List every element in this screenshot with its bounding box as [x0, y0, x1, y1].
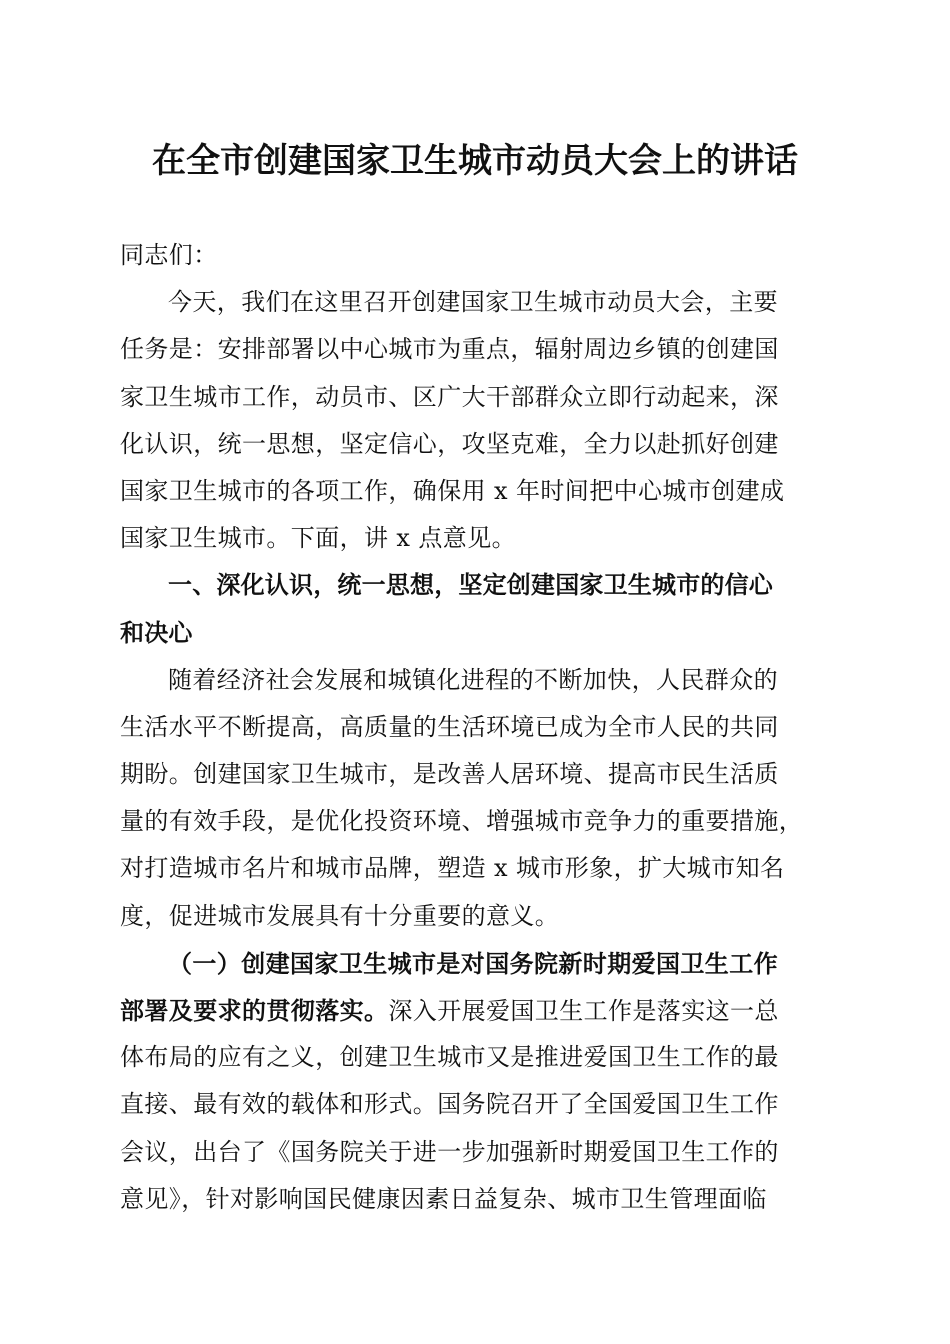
paragraph-1: [120, 279, 826, 562]
paragraph-line: 对打造城市名片和城市品牌，塑造 x 城市形象，扩大城市知名: [120, 854, 785, 883]
paragraph-line: 国家卫生城市。下面，讲 x 点意见。: [120, 524, 516, 553]
section-heading-line: 一、深化认识，统一思想，坚定创建国家卫生城市的信心: [168, 571, 773, 600]
paragraph-line: 期盼。创建国家卫生城市，是改善人居环境、提高市民生活质: [120, 760, 779, 789]
paragraph-line: 随着经济社会发展和城镇化进程的不断加快，人民群众的: [168, 665, 778, 694]
subsection-heading-tail: 部署及要求的贯彻落实。: [120, 996, 389, 1025]
paragraph-line: 任务是：安排部署以中心城市为重点，辐射周边乡镇的创建国: [120, 335, 779, 364]
paragraph-line: 家卫生城市工作，动员市、区广大干部群众立即行动起来，深: [120, 382, 779, 411]
paragraph-line: 国家卫生城市的各项工作，确保用 x 年时间把中心城市创建成: [120, 476, 785, 505]
paragraph-3: [120, 940, 826, 1223]
section-1-heading: [120, 562, 826, 656]
paragraph-line: 生活水平不断提高，高质量的生活环境已成为全市人民的共同: [120, 712, 779, 741]
paragraph-line: 今天，我们在这里召开创建国家卫生城市动员大会，主要: [168, 288, 778, 317]
paragraph-line: 化认识，统一思想，坚定信心，攻坚克难，全力以赴抓好创建: [120, 429, 779, 458]
salutation: 同志们：: [120, 241, 218, 269]
paragraph-line: [120, 987, 826, 1034]
document-body: [120, 232, 826, 1223]
paragraph-text: 深入开展爱国卫生工作是落实这一总: [388, 997, 779, 1025]
paragraph-line: 量的有效手段，是优化投资环境、增强城市竞争力的重要措施，: [120, 807, 804, 836]
paragraph-line: 体布局的应有之义，创建卫生城市又是推进爱国卫生工作的最: [120, 1043, 779, 1072]
document-title: 在全市创建国家卫生城市动员大会上的讲话: [152, 141, 798, 181]
paragraph-line: 度，促进城市发展具有十分重要的意义。: [120, 901, 560, 930]
paragraph-line: 意见》，针对影响国民健康因素日益复杂、城市卫生管理面临: [120, 1184, 767, 1213]
paragraph-line: 直接、最有效的载体和形式。国务院召开了全国爱国卫生工作: [120, 1090, 779, 1119]
paragraph-line: 会议，出台了《国务院关于进一步加强新时期爱国卫生工作的: [120, 1137, 779, 1166]
section-heading-line: 和决心: [120, 618, 193, 647]
paragraph-2: [120, 657, 826, 940]
subsection-heading-line: （一）创建国家卫生城市是对国务院新时期爱国卫生工作: [168, 948, 778, 978]
